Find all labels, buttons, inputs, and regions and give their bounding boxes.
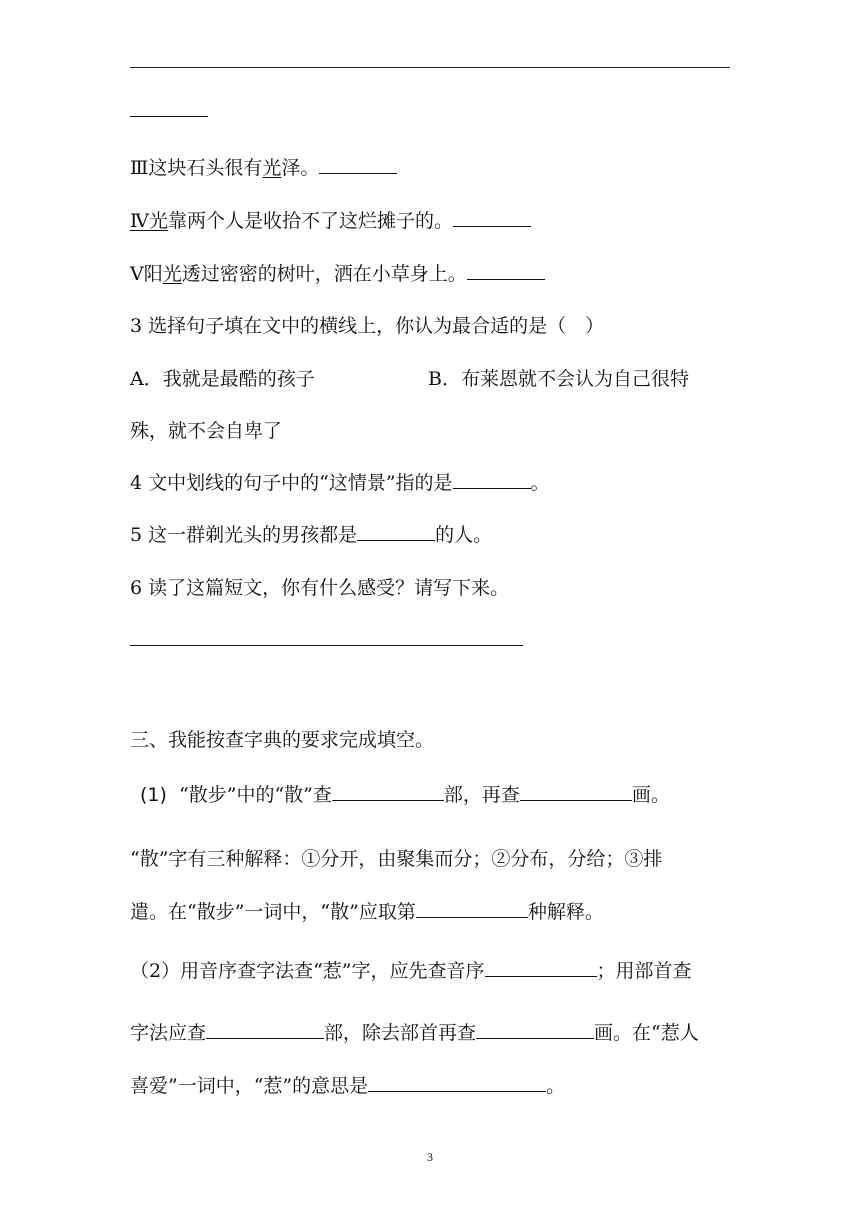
part-text: 喜爱”一词中，“惹”的意思是	[130, 1075, 369, 1097]
part-text: （2）用音序查字法查“惹”字，应先查音序	[130, 960, 485, 982]
q3-option-a: A．我就是最酷的孩子	[130, 368, 315, 390]
page-number: 3	[427, 1150, 433, 1164]
q3-stem: 3 选择句子填在文中的横线上，你认为最合适的是（ ）	[130, 315, 605, 337]
s3-part1-line2: “散”字有三种解释：①分开，由聚集而分；②分布，分给；③排	[130, 848, 663, 870]
q2-item-iii	[130, 155, 397, 181]
item-text: 这块石头很有	[148, 157, 263, 179]
q6-answer-line	[130, 627, 523, 653]
question-text: 4 文中划线的句子中的“这情景”指的是	[130, 472, 453, 494]
answer-blank[interactable]	[416, 899, 528, 918]
q5	[130, 522, 492, 548]
part-text: 种解释。	[527, 901, 604, 923]
item-number: Ⅲ	[130, 157, 149, 179]
part-label: (1)	[140, 784, 167, 806]
top-answer-blank	[130, 98, 208, 124]
q6-stem: 6 读了这篇短文，你有什么感受？请写下来。	[130, 577, 510, 599]
part-text: 遣。在“散步”一词中，“散”应取第	[130, 901, 416, 923]
header-rule	[130, 67, 730, 68]
part-text: 字法应查	[130, 1022, 207, 1044]
item-text: 透过密密的树叶，洒在小草身上。	[181, 263, 467, 285]
answer-blank[interactable]	[130, 98, 208, 117]
s3-part1-line3	[130, 899, 604, 925]
s3-part1-line1	[140, 782, 670, 808]
question-text: 5 这一群剃光头的男孩都是	[130, 524, 358, 546]
answer-blank[interactable]	[332, 782, 444, 801]
s3-part2-line1	[130, 958, 692, 984]
item-text: 靠两个人是收拾不了这烂摊子的。	[167, 210, 453, 232]
question-text: 。	[530, 472, 550, 494]
s3-part2-line2	[130, 1020, 699, 1046]
q3-option-b-continued: 殊，就不会自卑了	[130, 420, 283, 442]
part-text: 部，除去部首再查	[324, 1022, 477, 1044]
part-text: 画。在“惹人	[594, 1022, 699, 1044]
question-text: 的人。	[435, 524, 493, 546]
item-number: Ⅴ阳	[130, 263, 163, 285]
answer-blank[interactable]	[476, 1020, 594, 1039]
underlined-char: 光	[162, 263, 182, 285]
q2-item-v	[130, 261, 545, 287]
q4	[130, 470, 550, 496]
section3-heading: 三、我能按查字典的要求完成填空。	[130, 729, 435, 751]
part-text: 画。	[631, 784, 670, 806]
answer-blank[interactable]	[453, 470, 531, 489]
answer-blank[interactable]	[319, 155, 397, 174]
answer-blank[interactable]	[206, 1020, 324, 1039]
underlined-char: Ⅳ光	[130, 210, 168, 232]
answer-blank[interactable]	[357, 522, 435, 541]
q3-option-b: B．布莱恩就不会认为自己很特	[428, 368, 689, 390]
answer-blank[interactable]	[467, 261, 545, 280]
part-text: 部，再查	[443, 784, 520, 806]
item-text: 泽。	[281, 157, 320, 179]
answer-blank[interactable]	[453, 208, 531, 227]
q2-item-iv	[130, 208, 531, 234]
answer-blank[interactable]	[368, 1073, 546, 1092]
answer-blank[interactable]	[130, 627, 523, 646]
part-text: “散步”中的“散”查	[179, 784, 332, 806]
answer-blank[interactable]	[485, 958, 597, 977]
s3-part2-line3	[130, 1073, 565, 1099]
answer-blank[interactable]	[520, 782, 632, 801]
underlined-char: 光	[262, 157, 282, 179]
part-text: ；用部首查	[596, 960, 692, 982]
part-text: 。	[546, 1075, 566, 1097]
